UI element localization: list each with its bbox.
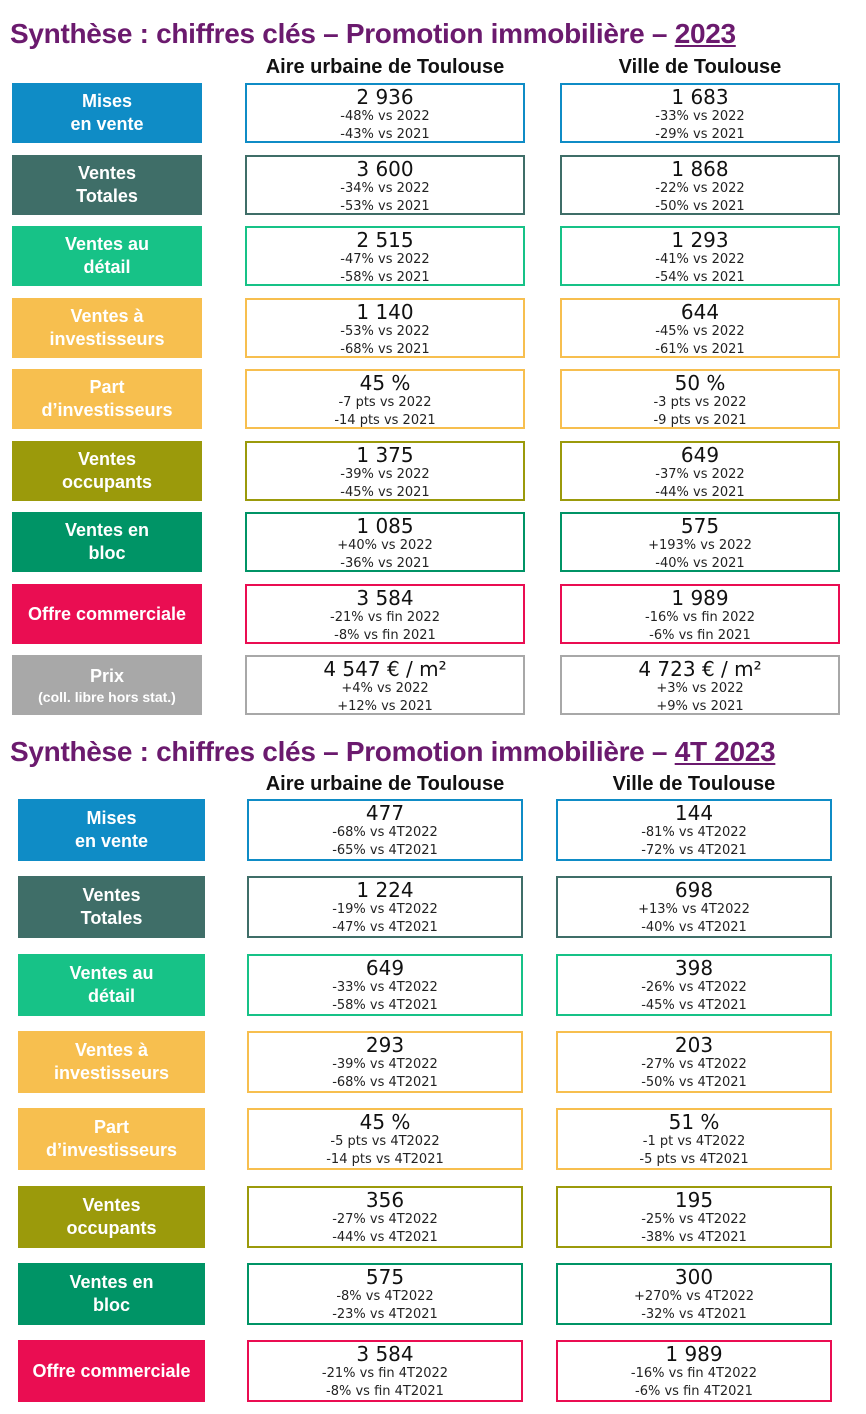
delta-2: -68% vs 4T2021 (332, 1075, 438, 1090)
section1-title-main: Synthèse : chiffres clés – Promotion immobilière – (10, 18, 675, 49)
row-label-text: Part d’investisseurs (41, 377, 173, 420)
value: 51 % (668, 1110, 720, 1134)
value: 4 547 € / m² (323, 657, 447, 681)
value: 3 584 (356, 1342, 414, 1366)
value-box-ville (556, 1186, 832, 1248)
delta-2: -14 pts vs 4T2021 (326, 1152, 444, 1167)
value-box-aire-urbaine (247, 1031, 523, 1093)
delta-1: -19% vs 4T2022 (332, 902, 438, 917)
value: 1 224 (356, 878, 414, 902)
row-label-text: Mises en vente (70, 91, 144, 134)
delta-2: +9% vs 2021 (656, 699, 744, 714)
value-box-aire-urbaine (247, 1186, 523, 1248)
delta-1: -33% vs 4T2022 (332, 980, 438, 995)
delta-2: -58% vs 2021 (340, 270, 430, 285)
value-box-ville (556, 1031, 832, 1093)
delta-2: -29% vs 2021 (655, 127, 745, 142)
value-box-aire-urbaine (247, 876, 523, 938)
row-label-text: Prix (89, 665, 124, 686)
delta-1: -39% vs 2022 (340, 467, 430, 482)
delta-1: +13% vs 4T2022 (638, 902, 750, 917)
row-label (18, 1031, 205, 1093)
value: 698 (674, 878, 714, 902)
row-label (18, 954, 205, 1016)
row-label-text: Ventes à investisseurs (49, 306, 165, 349)
row-label (18, 1108, 205, 1170)
value: 1 085 (356, 514, 414, 538)
value-box-ville (560, 655, 840, 715)
value-box-aire-urbaine (245, 512, 525, 572)
value-box-ville (560, 584, 840, 644)
delta-1: -16% vs fin 2022 (645, 610, 755, 625)
value: 1 989 (665, 1342, 723, 1366)
row-label (18, 1186, 205, 1248)
delta-1: -81% vs 4T2022 (641, 825, 747, 840)
delta-1: -27% vs 4T2022 (332, 1212, 438, 1227)
value-box-ville (560, 226, 840, 286)
delta-2: -36% vs 2021 (340, 556, 430, 571)
value-box-aire-urbaine (247, 799, 523, 861)
row-label-text: Ventes en bloc (64, 520, 150, 563)
section1-title-period: 2023 (674, 18, 736, 49)
value-box-aire-urbaine (247, 1108, 523, 1170)
delta-1: +270% vs 4T2022 (633, 1289, 755, 1304)
value: 575 (365, 1265, 405, 1289)
row-label-text: Ventes occupants (61, 449, 153, 492)
delta-2: -45% vs 4T2021 (641, 998, 747, 1013)
section1-col-ville: Ville de Toulouse (618, 56, 782, 78)
value-box-ville (556, 876, 832, 938)
section2-col-aire-urbaine: Aire urbaine de Toulouse (265, 773, 505, 795)
row-label (12, 226, 202, 286)
row-label (18, 1263, 205, 1325)
delta-2: -8% vs fin 2021 (334, 628, 436, 643)
row-sublabel-text: (coll. libre hors stat.) (38, 688, 176, 705)
delta-2: -47% vs 4T2021 (332, 920, 438, 935)
value-box-aire-urbaine (245, 226, 525, 286)
delta-2: -6% vs fin 4T2021 (635, 1384, 753, 1399)
delta-2: -45% vs 2021 (340, 485, 430, 500)
value: 1 868 (671, 157, 729, 181)
value-box-ville (560, 83, 840, 143)
delta-1: -8% vs 4T2022 (336, 1289, 434, 1304)
delta-1: +3% vs 2022 (656, 681, 744, 696)
delta-1: -33% vs 2022 (655, 109, 745, 124)
delta-1: -45% vs 2022 (655, 324, 745, 339)
row-label-text: Offre commerciale (32, 1360, 191, 1381)
value: 649 (680, 443, 720, 467)
value-box-aire-urbaine (245, 155, 525, 215)
delta-2: -6% vs fin 2021 (649, 628, 751, 643)
value: 50 % (674, 371, 726, 395)
value: 1 683 (671, 85, 729, 109)
value-box-ville (556, 799, 832, 861)
value: 1 293 (671, 228, 729, 252)
row-label-text: Ventes occupants (66, 1195, 157, 1238)
row-label (12, 369, 202, 429)
row-label-text: Ventes Totales (76, 163, 138, 206)
value-box-ville (556, 1263, 832, 1325)
delta-1: -39% vs 4T2022 (332, 1057, 438, 1072)
delta-1: +4% vs 2022 (341, 681, 429, 696)
section1-col-aire-urbaine: Aire urbaine de Toulouse (265, 56, 505, 78)
delta-1: -5 pts vs 4T2022 (330, 1134, 440, 1149)
value: 293 (365, 1033, 405, 1057)
delta-2: -9 pts vs 2021 (653, 413, 747, 428)
value: 300 (674, 1265, 714, 1289)
delta-2: -53% vs 2021 (340, 199, 430, 214)
section2-title (10, 736, 775, 768)
row-label-text: Mises en vente (74, 808, 149, 851)
delta-1: -53% vs 2022 (340, 324, 430, 339)
value: 45 % (359, 371, 411, 395)
value-box-ville (560, 512, 840, 572)
value: 2 515 (356, 228, 414, 252)
delta-2: -72% vs 4T2021 (641, 843, 747, 858)
value: 398 (674, 956, 714, 980)
delta-2: -54% vs 2021 (655, 270, 745, 285)
delta-2: -14 pts vs 2021 (334, 413, 436, 428)
delta-1: -21% vs fin 2022 (330, 610, 440, 625)
value: 356 (365, 1188, 405, 1212)
delta-1: -48% vs 2022 (340, 109, 430, 124)
row-label (12, 584, 202, 644)
row-label (12, 298, 202, 358)
row-label (12, 83, 202, 143)
value-box-aire-urbaine (245, 655, 525, 715)
delta-2: -44% vs 4T2021 (332, 1230, 438, 1245)
delta-1: -47% vs 2022 (340, 252, 430, 267)
value: 4 723 € / m² (638, 657, 762, 681)
delta-1: -27% vs 4T2022 (641, 1057, 747, 1072)
delta-1: -41% vs 2022 (655, 252, 745, 267)
value-box-aire-urbaine (245, 584, 525, 644)
delta-2: -68% vs 2021 (340, 342, 430, 357)
row-label-text: Ventes en bloc (69, 1272, 154, 1315)
value-box-aire-urbaine (245, 298, 525, 358)
value-box-ville (556, 1340, 832, 1402)
delta-2: -43% vs 2021 (340, 127, 430, 142)
value: 3 584 (356, 586, 414, 610)
row-label (18, 876, 205, 938)
delta-2: -23% vs 4T2021 (332, 1307, 438, 1322)
delta-1: -37% vs 2022 (655, 467, 745, 482)
delta-2: -61% vs 2021 (655, 342, 745, 357)
delta-1: -34% vs 2022 (340, 181, 430, 196)
row-label (12, 155, 202, 215)
delta-1: -1 pt vs 4T2022 (642, 1134, 746, 1149)
section2-col-ville: Ville de Toulouse (612, 773, 776, 795)
value: 1 375 (356, 443, 414, 467)
delta-2: -58% vs 4T2021 (332, 998, 438, 1013)
value: 1 989 (671, 586, 729, 610)
value-box-aire-urbaine (247, 1263, 523, 1325)
section2-title-main: Synthèse : chiffres clés – Promotion immobilière – (10, 736, 675, 767)
value-box-ville (556, 1108, 832, 1170)
section1-title (10, 18, 736, 50)
section2-title-period: 4T 2023 (674, 736, 776, 767)
delta-1: +193% vs 2022 (648, 538, 752, 553)
delta-2: -40% vs 4T2021 (641, 920, 747, 935)
value: 3 600 (356, 157, 414, 181)
delta-2: -32% vs 4T2021 (641, 1307, 747, 1322)
row-label-text: Offre commerciale (27, 603, 187, 624)
delta-1: -26% vs 4T2022 (641, 980, 747, 995)
row-label-text: Ventes Totales (80, 885, 143, 928)
value-box-ville (560, 155, 840, 215)
delta-1: -22% vs 2022 (655, 181, 745, 196)
value: 45 % (359, 1110, 411, 1134)
delta-2: -38% vs 4T2021 (641, 1230, 747, 1245)
value-box-aire-urbaine (245, 441, 525, 501)
delta-1: -16% vs fin 4T2022 (630, 1366, 758, 1381)
value-box-ville (560, 298, 840, 358)
row-label-text: Ventes à investisseurs (53, 1040, 170, 1083)
row-label-text: Ventes au détail (64, 234, 150, 277)
delta-2: +12% vs 2021 (337, 699, 433, 714)
delta-1: +40% vs 2022 (337, 538, 433, 553)
value: 203 (674, 1033, 714, 1057)
delta-2: -5 pts vs 4T2021 (639, 1152, 749, 1167)
value-box-aire-urbaine (245, 83, 525, 143)
delta-1: -7 pts vs 2022 (338, 395, 432, 410)
delta-1: -68% vs 4T2022 (332, 825, 438, 840)
row-label (18, 1340, 205, 1402)
value: 144 (674, 801, 714, 825)
value: 2 936 (356, 85, 414, 109)
value: 644 (680, 300, 720, 324)
delta-1: -3 pts vs 2022 (653, 395, 747, 410)
delta-2: -65% vs 4T2021 (332, 843, 438, 858)
delta-2: -8% vs fin 4T2021 (326, 1384, 444, 1399)
value-box-ville (556, 954, 832, 1016)
row-label-text: Part d’investisseurs (45, 1117, 178, 1160)
value-box-aire-urbaine (245, 369, 525, 429)
value: 195 (674, 1188, 714, 1212)
value: 575 (680, 514, 720, 538)
row-label (12, 441, 202, 501)
value-box-aire-urbaine (247, 1340, 523, 1402)
value: 1 140 (356, 300, 414, 324)
value: 477 (365, 801, 405, 825)
value-box-aire-urbaine (247, 954, 523, 1016)
delta-2: -50% vs 2021 (655, 199, 745, 214)
row-label-text: Ventes au détail (69, 963, 154, 1006)
delta-1: -21% vs fin 4T2022 (321, 1366, 449, 1381)
delta-2: -44% vs 2021 (655, 485, 745, 500)
value-box-ville (560, 369, 840, 429)
delta-2: -50% vs 4T2021 (641, 1075, 747, 1090)
delta-2: -40% vs 2021 (655, 556, 745, 571)
value-box-ville (560, 441, 840, 501)
row-label (12, 512, 202, 572)
delta-1: -25% vs 4T2022 (641, 1212, 747, 1227)
row-label (12, 655, 202, 715)
row-label (18, 799, 205, 861)
value: 649 (365, 956, 405, 980)
